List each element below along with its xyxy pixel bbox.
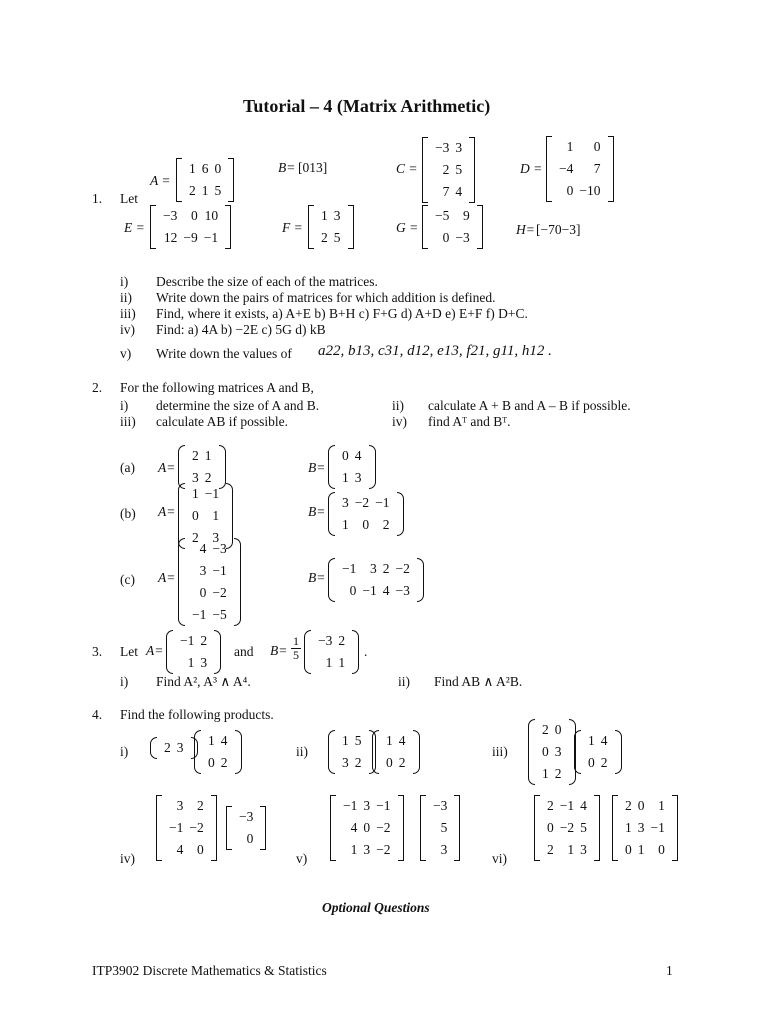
matrix-cell: −3 xyxy=(163,208,178,223)
matrix-cell: 2 xyxy=(554,766,562,781)
matrix-cell: 2 xyxy=(547,798,554,813)
bracket-right xyxy=(454,795,460,861)
matrix-cell: 0 xyxy=(593,139,601,154)
matrix-cell: −2 xyxy=(354,495,370,510)
matrix-cell: 4 xyxy=(455,184,463,199)
matrix-cell: 0 xyxy=(442,230,450,245)
matrix-cell: 1 xyxy=(566,139,574,154)
matrix-cell: 1 xyxy=(189,161,196,176)
matrix-cell: 2 xyxy=(197,798,204,813)
q4-ii: ii) xyxy=(296,744,308,759)
matrix-cell: −3 xyxy=(455,230,470,245)
q4-p2-left xyxy=(328,730,376,774)
q2a-matrix-B xyxy=(328,445,376,489)
q4-v: v) xyxy=(296,851,308,866)
q4-iii: iii) xyxy=(492,744,508,759)
bracket-left xyxy=(528,719,535,785)
matrix-cell: 6 xyxy=(201,161,209,176)
q4-p5-right xyxy=(420,795,460,861)
bracket-left xyxy=(178,538,185,626)
matrix-cell: −1 xyxy=(650,820,665,835)
bracket-right xyxy=(352,630,359,674)
matrix-cell: 2 xyxy=(338,633,346,648)
q2-i: i) xyxy=(120,398,129,413)
q4-i: i) xyxy=(120,744,129,759)
matrix-cell: 1 xyxy=(658,798,665,813)
q2b-label: (b) xyxy=(120,506,136,521)
matrix-cell: −2 xyxy=(376,820,391,835)
q1-item-text: Write down the pairs of matrices for which addition is defined. xyxy=(156,290,496,305)
matrix-cell: −2 xyxy=(395,561,410,576)
matrix-cell: 0 xyxy=(658,842,665,857)
matrix-cell: 2 xyxy=(398,755,406,770)
matrix-cell: 5 xyxy=(333,230,341,245)
label-G: G = xyxy=(396,220,419,235)
matrix-cell: 3 xyxy=(370,561,377,576)
matrix-cell: −1 xyxy=(376,798,391,813)
matrix-cell: 1 xyxy=(588,733,595,748)
page-title: Tutorial – 4 (Matrix Arithmetic) xyxy=(243,96,491,116)
q4-vi: vi) xyxy=(492,851,507,866)
q1-item-num: iv) xyxy=(120,322,135,337)
matrix-cell: 0 xyxy=(637,798,645,813)
matrix-cell: 2 xyxy=(442,162,450,177)
matrix-cell: 1 xyxy=(350,842,358,857)
matrix-cell: 12 xyxy=(163,230,178,245)
matrix-H: [−70−3] xyxy=(536,222,581,237)
matrix-cell: −2 xyxy=(212,585,227,600)
matrix-cell: 0 xyxy=(197,842,204,857)
matrix-cell: −3 xyxy=(239,809,254,824)
q2c-A-label: A= xyxy=(158,570,176,585)
q2b-A-label: A= xyxy=(158,504,176,519)
matrix-cell: 0 xyxy=(362,517,370,532)
matrix-cell: −2 xyxy=(376,842,391,857)
bracket-right xyxy=(398,795,404,861)
matrix-cell: 3 xyxy=(354,470,362,485)
matrix-cell: 5 xyxy=(440,820,448,835)
matrix-cell: 2 xyxy=(192,530,199,545)
q2a-A-label: A= xyxy=(158,460,176,475)
matrix-cell: 4 xyxy=(350,820,358,835)
matrix-cell: 4 xyxy=(199,541,207,556)
matrix-cell: 0 xyxy=(214,161,222,176)
matrix-cell: −9 xyxy=(183,230,198,245)
matrix-cell: 2 xyxy=(382,517,390,532)
matrix-cell: 2 xyxy=(354,755,362,770)
footer-page-number: 1 xyxy=(666,963,673,978)
bracket-right xyxy=(469,137,475,203)
q3-i-text: Find A², A³ ∧ A⁴. xyxy=(156,674,251,689)
matrix-cell: 1 xyxy=(338,655,346,670)
bracket-left xyxy=(328,730,335,774)
matrix-cell: 4 xyxy=(580,798,587,813)
matrix-cell: 3 xyxy=(580,842,587,857)
q1-item-num: iii) xyxy=(120,306,136,321)
matrix-cell: 3 xyxy=(342,755,349,770)
q4-p1-right xyxy=(194,730,242,774)
q1-number: 1. xyxy=(92,191,103,206)
matrix-cell: −1 xyxy=(180,633,195,648)
matrix-cell: 0 xyxy=(547,820,554,835)
q1-item-text: Write down the values of xyxy=(156,346,292,361)
matrix-cell: 2 xyxy=(164,740,171,755)
bracket-right xyxy=(594,795,600,861)
matrix-cell: 0 xyxy=(246,831,254,846)
q1-item-num: i) xyxy=(120,274,129,289)
matrix-cell: 1 xyxy=(201,183,209,198)
bracket-right xyxy=(214,630,221,674)
q3-ii: ii) xyxy=(398,674,410,689)
matrix-cell: 1 xyxy=(625,820,632,835)
matrix-cell: 0 xyxy=(554,722,562,737)
matrix-F xyxy=(308,205,354,249)
bracket-right xyxy=(615,730,622,774)
matrix-cell: 1 xyxy=(342,517,349,532)
q4-p3-right xyxy=(574,730,622,774)
bracket-right xyxy=(234,538,241,626)
matrix-cell: −1 xyxy=(212,563,227,578)
matrix-E xyxy=(150,205,231,249)
bracket-left xyxy=(574,730,581,774)
matrix-cell: 2 xyxy=(220,755,228,770)
matrix-cell: −1 xyxy=(343,798,358,813)
q3-B-label: B= xyxy=(270,643,288,658)
label-H: H= xyxy=(516,222,535,237)
q4-p6-left xyxy=(534,795,600,861)
q2-intro: For the following matrices A and B, xyxy=(120,380,314,395)
q2b-B-label: B= xyxy=(308,504,326,519)
matrix-cell: 3 xyxy=(192,470,199,485)
q4-p2-right xyxy=(372,730,420,774)
matrix-cell: 4 xyxy=(220,733,228,748)
q2-iii-text: calculate AB if possible. xyxy=(156,414,288,429)
matrix-cell: 0 xyxy=(192,508,199,523)
matrix-cell: 4 xyxy=(398,733,406,748)
matrix-cell: 2 xyxy=(189,183,196,198)
matrix-cell: 1 xyxy=(342,470,349,485)
matrix-cell: 3 xyxy=(176,798,184,813)
matrix-D xyxy=(546,136,614,202)
bracket-left xyxy=(328,445,335,489)
matrix-cell: −2 xyxy=(189,820,204,835)
bracket-right xyxy=(260,806,266,850)
matrix-cell: 0 xyxy=(542,744,549,759)
q2-iv-text: find Aᵀ and Bᵀ. xyxy=(428,414,511,429)
matrix-cell: 0 xyxy=(386,755,393,770)
bracket-right xyxy=(235,730,242,774)
matrix-cell: 0 xyxy=(625,842,632,857)
matrix-cell: 3 xyxy=(363,842,371,857)
matrix-cell: 1 xyxy=(542,766,549,781)
matrix-cell: 1 xyxy=(187,655,195,670)
matrix-cell: 1 xyxy=(386,733,393,748)
matrix-cell: 3 xyxy=(199,563,207,578)
matrix-cell: 3 xyxy=(440,842,448,857)
footer-course: ITP3902 Discrete Mathematics & Statistics xyxy=(92,963,327,978)
q4-p3-left xyxy=(528,719,576,785)
bracket-right xyxy=(348,205,354,249)
matrix-cell: 3 xyxy=(363,798,371,813)
matrix-cell: 2 xyxy=(200,633,208,648)
q1-item-text: Describe the size of each of the matrices. xyxy=(156,274,378,289)
q4-p5-left xyxy=(330,795,404,861)
matrix-cell: 0 xyxy=(191,208,198,223)
bracket-left xyxy=(328,492,335,536)
matrix-cell: 1 xyxy=(325,655,333,670)
matrix-cell: −5 xyxy=(435,208,450,223)
q1-let: Let xyxy=(120,191,138,206)
matrix-cell: 1 xyxy=(567,842,575,857)
matrix-cell: 3 xyxy=(333,208,341,223)
q1-item-text: Find, where it exists, a) A+E b) B+H c) F+G d) A+D e) E+F f) D+C. xyxy=(156,306,528,321)
matrix-cell: 3 xyxy=(342,495,349,510)
q2a-B-label: B= xyxy=(308,460,326,475)
matrix-cell: −3 xyxy=(318,633,333,648)
bracket-right xyxy=(608,136,614,202)
matrix-cell: 1 xyxy=(342,733,349,748)
matrix-cell: −1 xyxy=(362,583,377,598)
matrix-cell: −4 xyxy=(559,161,574,176)
q4-intro: Find the following products. xyxy=(120,707,274,722)
matrix-cell: 0 xyxy=(588,755,595,770)
label-F: F = xyxy=(282,220,303,235)
q2-ii-text: calculate A + B and A – B if possible. xyxy=(428,398,631,413)
matrix-cell: 9 xyxy=(463,208,470,223)
matrix-cell: 5 xyxy=(214,183,222,198)
matrix-cell: 2 xyxy=(204,470,212,485)
matrix-cell: −1 xyxy=(203,230,219,245)
matrix-cell: −1 xyxy=(204,486,220,501)
q3-A-label: A= xyxy=(146,643,164,658)
q3-and: and xyxy=(234,644,254,659)
matrix-cell: −1 xyxy=(342,561,357,576)
label-D: D = xyxy=(520,161,543,176)
matrix-cell: 2 xyxy=(600,755,608,770)
matrix-cell: 0 xyxy=(342,448,349,463)
matrix-cell: −1 xyxy=(192,607,207,622)
matrix-cell: 4 xyxy=(354,448,362,463)
matrix-cell: −3 xyxy=(433,798,448,813)
q3-fraction: $\frac{1}{5}$ xyxy=(293,634,299,662)
label-A: A = xyxy=(150,173,171,188)
q2c-B-label: B= xyxy=(308,570,326,585)
q4-p6-right xyxy=(612,795,678,861)
matrix-cell: 1 xyxy=(321,208,328,223)
q2-iv: iv) xyxy=(392,414,407,429)
matrix-cell: −1 xyxy=(375,495,390,510)
matrix-cell: 5 xyxy=(354,733,362,748)
matrix-cell: 5 xyxy=(455,162,463,177)
label-B: B= xyxy=(278,160,296,175)
label-E: E = xyxy=(124,220,145,235)
matrix-cell: −1 xyxy=(169,820,184,835)
bracket-right xyxy=(417,558,424,602)
q3-i: i) xyxy=(120,674,129,689)
q4-p4-left xyxy=(156,795,217,861)
matrix-cell: 1 xyxy=(637,842,645,857)
q4-number: 4. xyxy=(92,707,103,722)
q2-number: 2. xyxy=(92,380,103,395)
matrix-cell: −3 xyxy=(395,583,410,598)
matrix-G xyxy=(422,205,483,249)
q1-item-text: Find: a) 4A b) −2E c) 5G d) kB xyxy=(156,322,326,337)
matrix-cell: 7 xyxy=(593,161,601,176)
q1-values: a22, b13, c31, d12, e13, f21, g11, h12 . xyxy=(318,343,552,359)
q2-ii: ii) xyxy=(392,398,404,413)
bracket-left xyxy=(328,558,335,602)
matrix-cell: 1 xyxy=(192,486,199,501)
matrix-cell: 2 xyxy=(547,842,554,857)
matrix-cell: 5 xyxy=(580,820,587,835)
q4-iv: iv) xyxy=(120,851,135,866)
bracket-right xyxy=(413,730,420,774)
q2c-label: (c) xyxy=(120,572,135,587)
matrix-cell: −10 xyxy=(579,183,601,198)
matrix-cell: 3 xyxy=(455,140,463,155)
q2a-label: (a) xyxy=(120,460,135,475)
matrix-cell: 0 xyxy=(566,183,574,198)
matrix-cell: 0 xyxy=(208,755,215,770)
bracket-left xyxy=(150,737,157,759)
q4-p4-right xyxy=(226,806,266,850)
q2b-matrix-B xyxy=(328,492,404,536)
matrix-cell: 0 xyxy=(199,585,207,600)
bracket-left xyxy=(304,630,311,674)
matrix-cell: 0 xyxy=(349,583,357,598)
bracket-left xyxy=(166,630,173,674)
matrix-cell: 3 xyxy=(637,820,645,835)
matrix-cell: 7 xyxy=(442,184,450,199)
matrix-cell: −2 xyxy=(559,820,575,835)
q1-item-num: v) xyxy=(120,346,132,361)
bracket-left xyxy=(194,730,201,774)
matrix-cell: 0 xyxy=(363,820,371,835)
matrix-cell: 2 xyxy=(382,561,390,576)
matrix-cell: 3 xyxy=(212,530,220,545)
matrix-cell: 2 xyxy=(542,722,549,737)
matrix-cell: 1 xyxy=(208,733,215,748)
q3-matrix-A xyxy=(166,630,221,674)
q3-number: 3. xyxy=(92,644,103,659)
matrix-cell: 1 xyxy=(204,448,212,463)
matrix-cell: 3 xyxy=(554,744,562,759)
optional-heading: Optional Questions xyxy=(322,900,430,915)
matrix-cell: 2 xyxy=(321,230,328,245)
matrix-cell: 3 xyxy=(200,655,208,670)
matrix-cell: 3 xyxy=(176,740,184,755)
matrix-cell: 10 xyxy=(204,208,219,223)
q4-p1-left xyxy=(150,737,198,759)
matrix-cell: 2 xyxy=(192,448,199,463)
matrix-cell: −3 xyxy=(435,140,450,155)
q2c-matrix-A xyxy=(178,538,241,626)
bracket-right xyxy=(672,795,678,861)
bracket-right xyxy=(369,445,376,489)
bracket-right xyxy=(477,205,483,249)
matrix-cell: 4 xyxy=(382,583,390,598)
matrix-cell: 1 xyxy=(212,508,220,523)
matrix-B: [013] xyxy=(298,160,328,175)
bracket-right xyxy=(228,158,234,202)
matrix-cell: −1 xyxy=(559,798,575,813)
q3-ii-text: Find AB ∧ A²B. xyxy=(434,674,523,689)
matrix-cell: −5 xyxy=(212,607,227,622)
q3-let: Let xyxy=(120,644,138,659)
bracket-right xyxy=(397,492,404,536)
bracket-right xyxy=(225,205,231,249)
bracket-right xyxy=(211,795,217,861)
matrix-cell: 2 xyxy=(625,798,632,813)
matrix-cell: 4 xyxy=(600,733,608,748)
matrix-C xyxy=(422,137,475,203)
q2c-matrix-B xyxy=(328,558,424,602)
bracket-left xyxy=(372,730,379,774)
q2-i-text: determine the size of A and B. xyxy=(156,398,320,413)
q2-iii: iii) xyxy=(120,414,136,429)
q1-item-num: ii) xyxy=(120,290,132,305)
matrix-cell: 4 xyxy=(176,842,184,857)
matrix-cell: −3 xyxy=(212,541,227,556)
label-C: C = xyxy=(396,161,418,176)
matrix-A xyxy=(176,158,234,202)
q3-matrix-B xyxy=(304,630,359,674)
